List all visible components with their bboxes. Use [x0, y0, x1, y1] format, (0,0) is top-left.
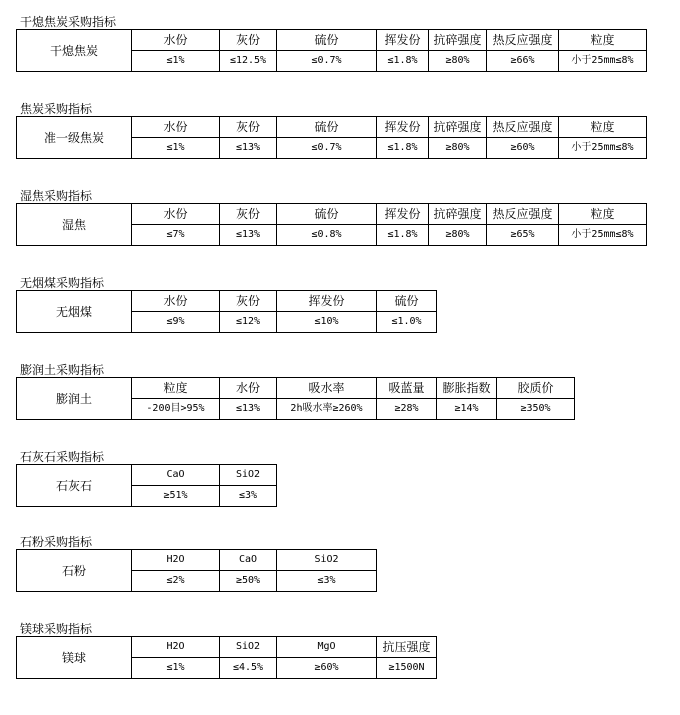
header-cell: 水份 — [132, 30, 220, 51]
header-cell: 硫份 — [277, 204, 377, 225]
value-cell: ≥80% — [429, 138, 487, 159]
header-cell: 膨胀指数 — [437, 378, 497, 399]
material-name: 膨润土 — [17, 378, 132, 420]
value-cell: ≤13% — [220, 138, 277, 159]
material-name: 石粉 — [17, 550, 132, 592]
header-cell: 抗碎强度 — [429, 117, 487, 138]
value-cell: ≤7% — [132, 225, 220, 246]
section-limestone — [16, 450, 277, 507]
value-cell: ≤4.5% — [220, 658, 277, 679]
header-cell: 灰份 — [220, 30, 277, 51]
section-title: 焦炭采购指标 — [20, 102, 93, 116]
section-wet-coke — [16, 189, 647, 246]
table-row — [17, 465, 277, 486]
header-cell: 吸蓝量 — [377, 378, 437, 399]
section-title: 湿焦采购指标 — [20, 189, 93, 203]
value-cell: ≤1.8% — [377, 138, 429, 159]
header-cell: 灰份 — [220, 117, 277, 138]
material-name: 石灰石 — [17, 465, 132, 507]
spec-table — [16, 636, 437, 679]
header-cell: 硫份 — [277, 117, 377, 138]
table-row — [17, 204, 647, 225]
section-title: 石灰石采购指标 — [20, 450, 105, 464]
section-title: 镁球采购指标 — [20, 622, 93, 636]
material-name: 镁球 — [17, 637, 132, 679]
section-title: 膨润土采购指标 — [20, 363, 105, 377]
header-cell: 挥发份 — [377, 204, 429, 225]
value-cell: ≤3% — [277, 571, 377, 592]
header-cell: 挥发份 — [377, 30, 429, 51]
table-row — [17, 30, 647, 51]
value-cell: ≤12% — [220, 312, 277, 333]
material-name: 无烟煤 — [17, 291, 132, 333]
value-cell: ≥350% — [497, 399, 575, 420]
value-cell: ≤1.8% — [377, 225, 429, 246]
header-cell: 粒度 — [132, 378, 220, 399]
spec-table — [16, 464, 277, 507]
spec-table — [16, 29, 647, 72]
value-cell: ≤3% — [220, 486, 277, 507]
spec-table — [16, 290, 437, 333]
header-cell: 抗碎强度 — [429, 30, 487, 51]
header-cell: H2O — [132, 550, 220, 571]
header-cell: 灰份 — [220, 204, 277, 225]
header-cell: SiO2 — [220, 637, 277, 658]
section-stone-powder — [16, 535, 377, 592]
header-cell: 抗碎强度 — [429, 204, 487, 225]
header-cell: SiO2 — [220, 465, 277, 486]
header-cell: 水份 — [132, 204, 220, 225]
header-cell: H2O — [132, 637, 220, 658]
header-cell: 抗压强度 — [377, 637, 437, 658]
value-cell: 2h吸水率≥260% — [277, 399, 377, 420]
value-cell: ≥60% — [277, 658, 377, 679]
value-cell: ≥80% — [429, 51, 487, 72]
table-row — [17, 378, 575, 399]
value-cell: 小于25mm≤8% — [559, 225, 647, 246]
value-cell: ≥65% — [487, 225, 559, 246]
header-cell: CaO — [220, 550, 277, 571]
section-title: 石粉采购指标 — [20, 535, 93, 549]
header-cell: 硫份 — [377, 291, 437, 312]
value-cell: 小于25mm≤8% — [559, 51, 647, 72]
spec-table — [16, 549, 377, 592]
value-cell: ≥80% — [429, 225, 487, 246]
value-cell: ≤0.8% — [277, 225, 377, 246]
header-cell: 水份 — [220, 378, 277, 399]
header-cell: 挥发份 — [277, 291, 377, 312]
header-cell: MgO — [277, 637, 377, 658]
section-title: 干熄焦炭采购指标 — [20, 15, 117, 29]
header-cell: 热反应强度 — [487, 117, 559, 138]
material-name: 准一级焦炭 — [17, 117, 132, 159]
header-cell: 粒度 — [559, 117, 647, 138]
value-cell: -200目>95% — [132, 399, 220, 420]
value-cell: ≤1.8% — [377, 51, 429, 72]
header-cell: 灰份 — [220, 291, 277, 312]
section-title: 无烟煤采购指标 — [20, 276, 105, 290]
value-cell: ≥50% — [220, 571, 277, 592]
header-cell: 胶质价 — [497, 378, 575, 399]
value-cell: ≥1500N — [377, 658, 437, 679]
header-cell: 水份 — [132, 117, 220, 138]
table-row — [17, 117, 647, 138]
spec-table — [16, 377, 575, 420]
section-bentonite — [16, 363, 575, 420]
value-cell: ≤1% — [132, 138, 220, 159]
header-cell: 粒度 — [559, 204, 647, 225]
value-cell: ≤13% — [220, 399, 277, 420]
value-cell: ≥28% — [377, 399, 437, 420]
header-cell: 吸水率 — [277, 378, 377, 399]
section-anthracite — [16, 276, 437, 333]
value-cell: 小于25mm≤8% — [559, 138, 647, 159]
value-cell: ≥66% — [487, 51, 559, 72]
spec-table — [16, 116, 647, 159]
material-name: 湿焦 — [17, 204, 132, 246]
value-cell: ≤1% — [132, 658, 220, 679]
value-cell: ≤0.7% — [277, 138, 377, 159]
value-cell: ≤0.7% — [277, 51, 377, 72]
value-cell: ≤13% — [220, 225, 277, 246]
value-cell: ≥51% — [132, 486, 220, 507]
value-cell: ≥14% — [437, 399, 497, 420]
header-cell: 热反应强度 — [487, 204, 559, 225]
header-cell: 硫份 — [277, 30, 377, 51]
spec-table — [16, 203, 647, 246]
header-cell: 水份 — [132, 291, 220, 312]
value-cell: ≤1% — [132, 51, 220, 72]
table-row — [17, 550, 377, 571]
table-row — [17, 637, 437, 658]
header-cell: CaO — [132, 465, 220, 486]
value-cell: ≤2% — [132, 571, 220, 592]
header-cell: 热反应强度 — [487, 30, 559, 51]
header-cell: SiO2 — [277, 550, 377, 571]
value-cell: ≤9% — [132, 312, 220, 333]
material-name: 干熄焦炭 — [17, 30, 132, 72]
table-row — [17, 291, 437, 312]
header-cell: 挥发份 — [377, 117, 429, 138]
value-cell: ≥60% — [487, 138, 559, 159]
section-magnesium-ball — [16, 622, 437, 679]
header-cell: 粒度 — [559, 30, 647, 51]
section-coke — [16, 102, 647, 159]
value-cell: ≤1.0% — [377, 312, 437, 333]
section-dry-quenched-coke — [16, 15, 647, 72]
value-cell: ≤10% — [277, 312, 377, 333]
value-cell: ≤12.5% — [220, 51, 277, 72]
